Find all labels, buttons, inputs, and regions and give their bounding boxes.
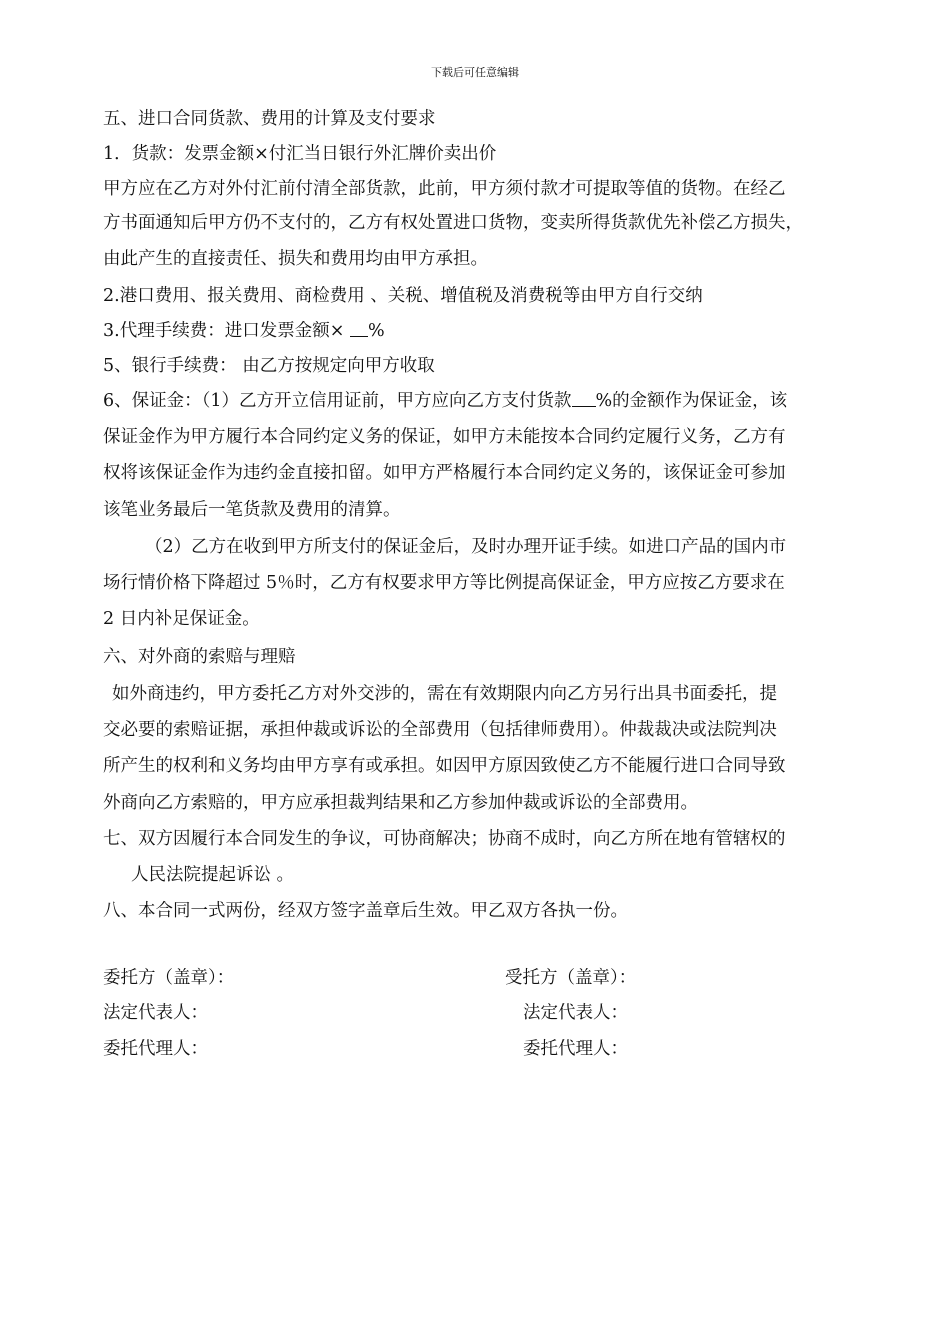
section-7-heading: 七、双方因履行本合同发生的争议，可协商解决；协商不成时，向乙方所在地有管辖权的 xyxy=(103,829,786,849)
principal-seal-label: 委托方（盖章）： xyxy=(103,968,235,988)
section-8-heading: 八、本合同一式两份，经双方签字盖章后生效。甲乙双方各执一份。 xyxy=(103,901,628,921)
paragraph-line: 保证金作为甲方履行本合同约定义务的保证，如甲方未能按本合同约定履行义务，乙方有 xyxy=(103,427,786,447)
fill-blank xyxy=(350,321,368,337)
paragraph-line: 外商向乙方索赔的，甲方应承担裁判结果和乙方参加仲裁或诉讼的全部费用。 xyxy=(103,793,698,813)
paragraph-line: 方书面通知后甲方仍不支付的，乙方有权处置进口货物，变卖所得货款优先补偿乙方损失， xyxy=(103,213,803,233)
clause-deposit xyxy=(103,390,787,412)
deposit-text-b: %的金额作为保证金，该 xyxy=(595,391,788,411)
agency-fee-text: 3.代理手续费：进口发票金额× xyxy=(103,321,345,341)
paragraph-line: 该笔业务最后一笔货款及费用的清算。 xyxy=(103,500,401,520)
paragraph-line: （2）乙方在收到甲方所支付的保证金后，及时办理开证手续。如进口产品的国内市 xyxy=(145,537,787,557)
clause-agency-fee xyxy=(103,320,385,342)
section-5-heading: 五、进口合同货款、费用的计算及支付要求 xyxy=(103,109,436,129)
deposit-text-a: 6、保证金：（1）乙方开立信用证前，甲方应向乙方支付货款 xyxy=(103,391,572,411)
paragraph-line: 权将该保证金作为违约金直接扣留。如甲方严格履行本合同约定义务的，该保证金可参加 xyxy=(103,463,786,483)
principal-legal-rep-label: 法定代表人： xyxy=(103,1003,208,1023)
section-6-heading: 六、对外商的索赔与理赔 xyxy=(103,647,296,667)
paragraph-line: 所产生的权利和义务均由甲方享有或承担。如因甲方原因致使乙方不能履行进口合同导致 xyxy=(103,756,786,776)
paragraph-line: 场行情价格下降超过 5％时，乙方有权要求甲方等比例提高保证金，甲方应按乙方要求在 xyxy=(103,573,785,593)
paragraph-line: 如外商违约，甲方委托乙方对外交涉的，需在有效期限内向乙方另行出具书面委托，提 xyxy=(112,684,777,704)
principal-agent-label: 委托代理人： xyxy=(103,1039,208,1059)
percent-sign: % xyxy=(367,321,385,341)
agent-agent-label: 委托代理人： xyxy=(523,1039,628,1059)
paragraph-line: 交必要的索赔证据，承担仲裁或诉讼的全部费用（包括律师费用）。仲裁裁决或法院判决 xyxy=(103,720,777,740)
clause-payment: 1．货款：发票金额×付汇当日银行外汇牌价卖出价 xyxy=(103,144,497,164)
agent-seal-label: 受托方（盖章）： xyxy=(505,968,637,988)
agent-legal-rep-label: 法定代表人： xyxy=(523,1003,628,1023)
fill-blank xyxy=(572,391,596,407)
paragraph-line: 2 日内补足保证金。 xyxy=(103,609,260,629)
clause-bank-fee: 5、银行手续费： 由乙方按规定向甲方收取 xyxy=(103,356,435,376)
paragraph-line: 由此产生的直接责任、损失和费用均由甲方承担。 xyxy=(103,249,488,269)
clause-port-fees: 2.港口费用、报关费用、商检费用 、关税、增值税及消费税等由甲方自行交纳 xyxy=(103,286,703,306)
paragraph-line: 甲方应在乙方对外付汇前付清全部货款，此前，甲方须付款才可提取等值的货物。在经乙 xyxy=(103,179,786,199)
page-header: 下载后可任意编辑 xyxy=(431,66,519,79)
paragraph-line: 人民法院提起诉讼 。 xyxy=(131,865,295,885)
